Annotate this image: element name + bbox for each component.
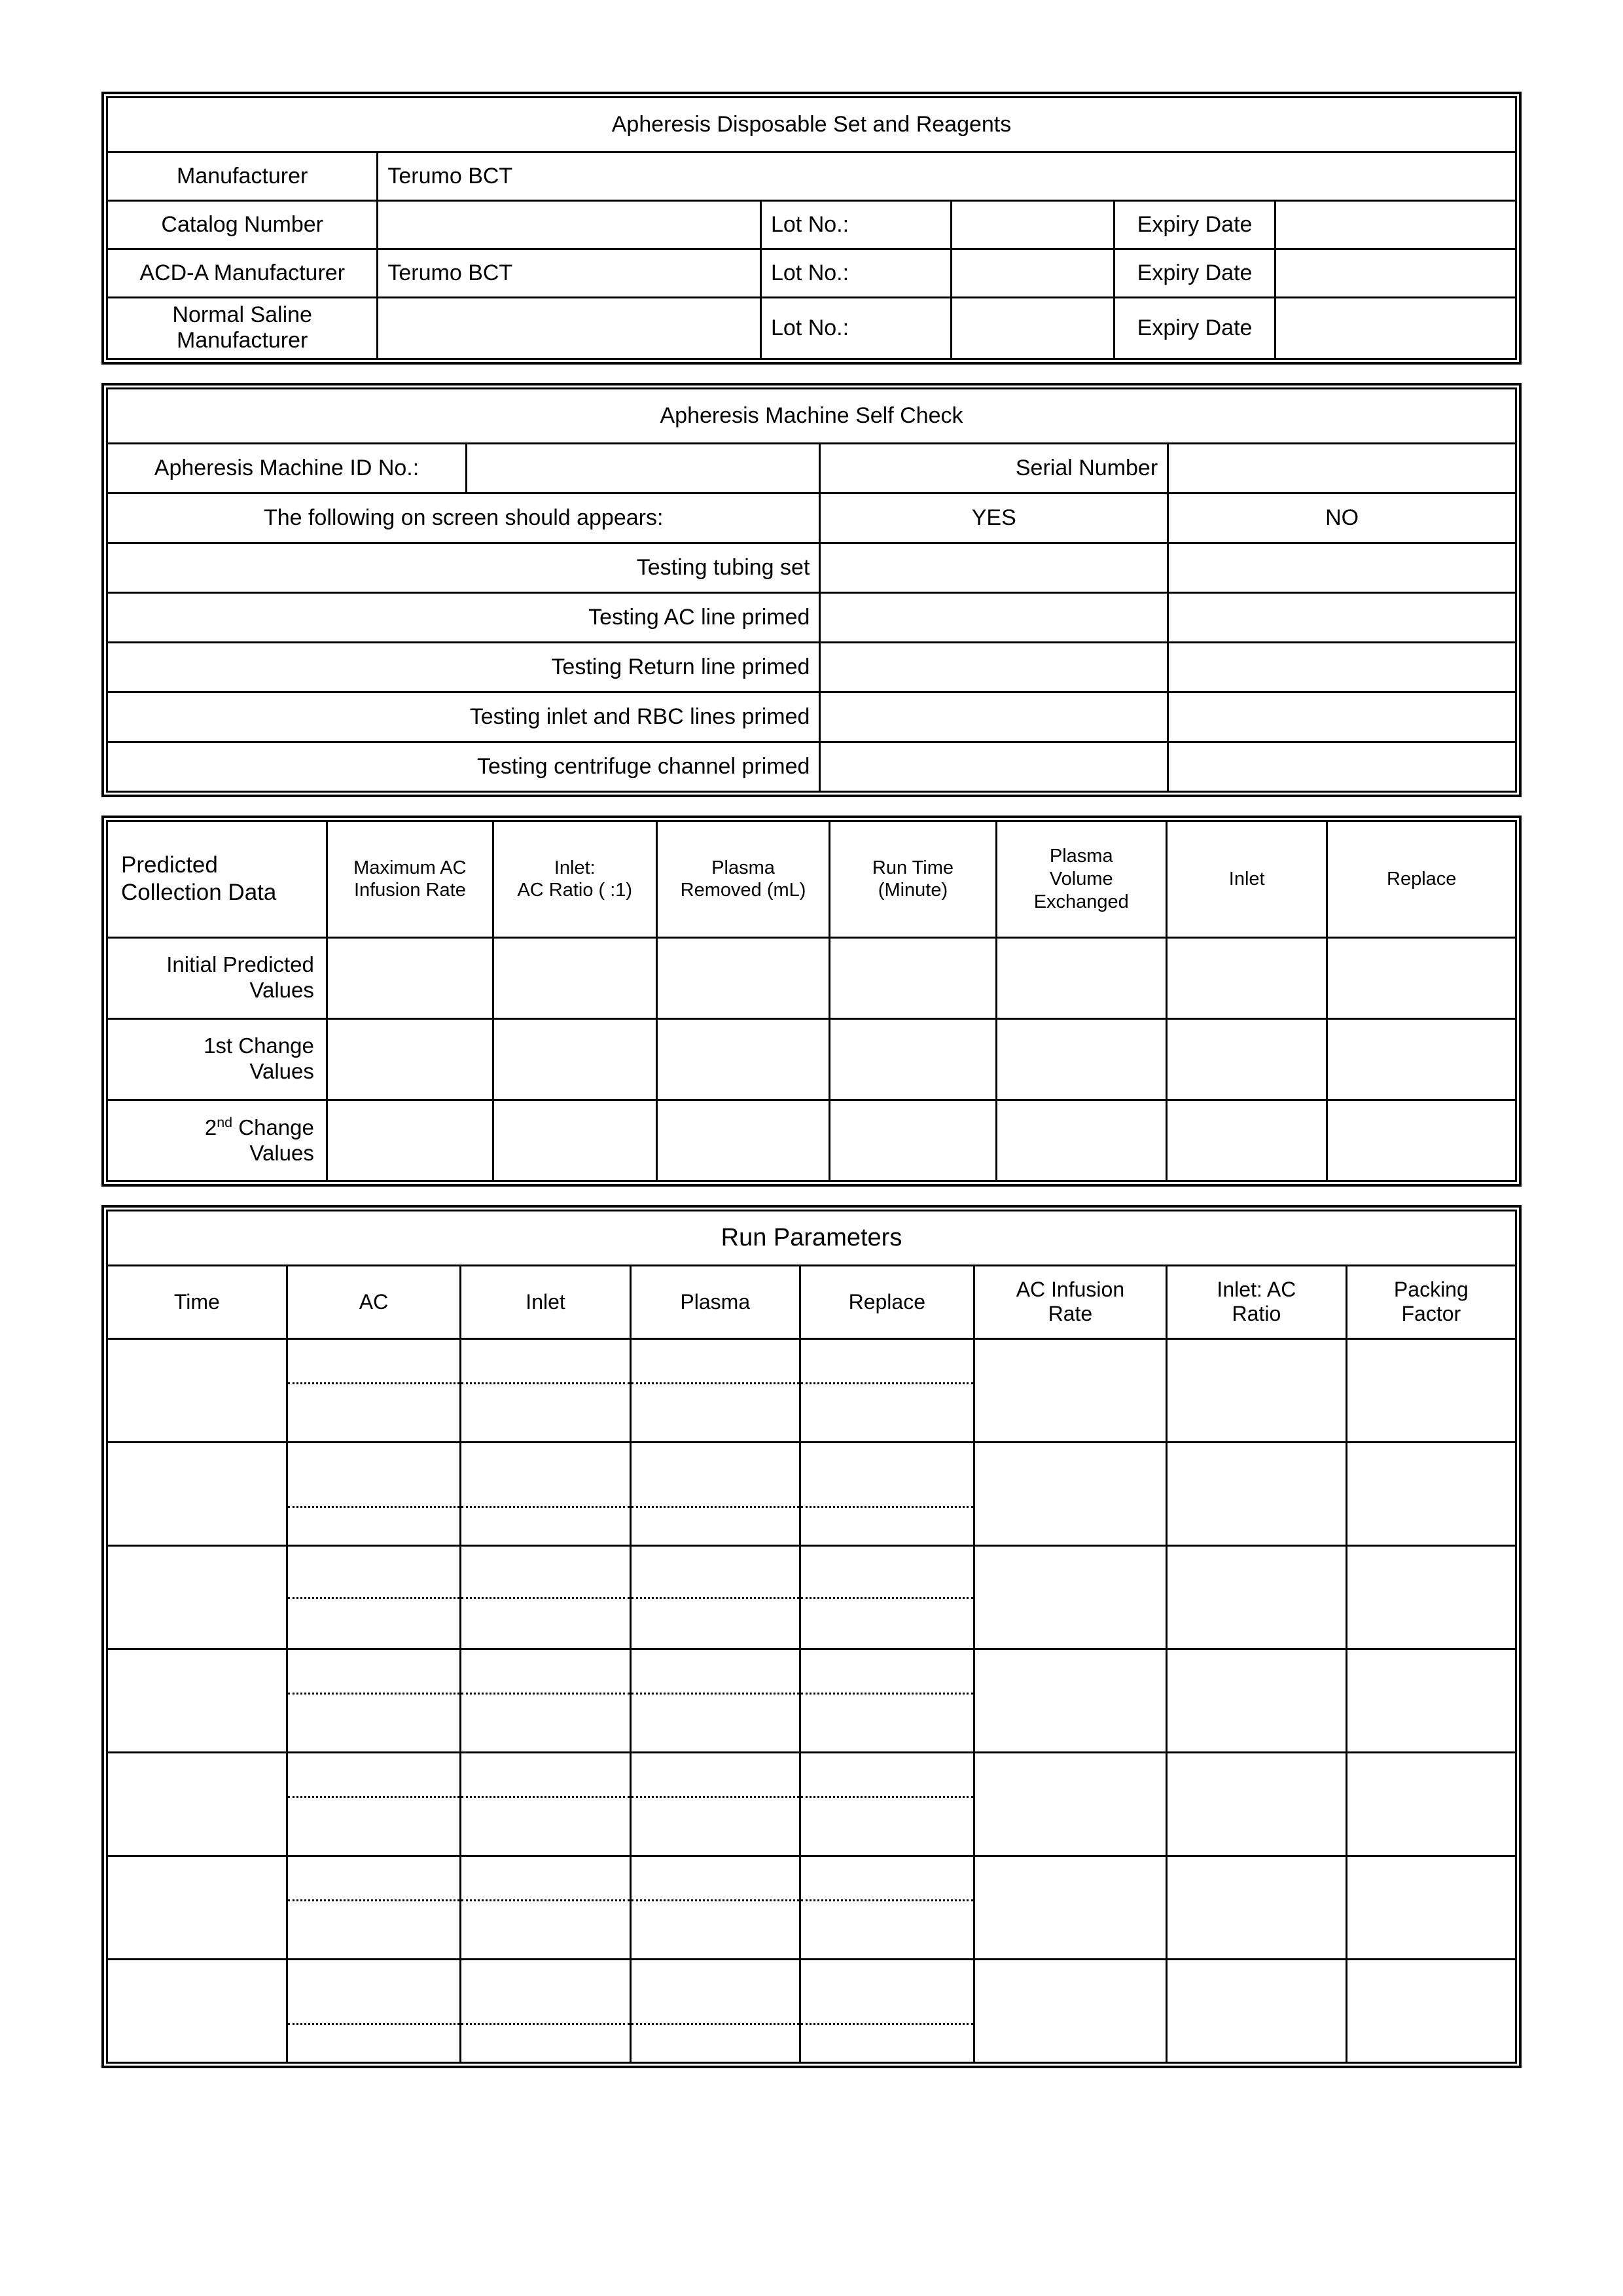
col-max-ac-line2: Infusion Rate (353, 880, 466, 901)
col-inlet: Inlet (1167, 821, 1327, 937)
run-cell-inlet-ac-ratio[interactable] (1167, 1856, 1347, 1959)
predicted-data-row (107, 1100, 1516, 1181)
run-cell-replace[interactable] (800, 1338, 974, 1442)
self-check-no-cell[interactable] (1168, 692, 1516, 742)
predicted-cell[interactable] (327, 1100, 493, 1181)
run-cell-inlet[interactable] (461, 1442, 630, 1545)
run-col-inlet: Inlet (461, 1265, 630, 1338)
predicted-cell[interactable] (493, 937, 656, 1018)
run-cell-ac[interactable] (287, 1959, 461, 2062)
run-cell-inlet-ac-ratio[interactable] (1167, 1649, 1347, 1752)
run-cell-inlet-ac-ratio[interactable] (1167, 1338, 1347, 1442)
run-cell-packing-factor[interactable] (1346, 1649, 1516, 1752)
run-parameters-row (107, 1338, 1516, 1442)
normal-saline-manufacturer-value[interactable] (378, 298, 761, 359)
predicted-cell[interactable] (1327, 937, 1516, 1018)
run-cell-inlet[interactable] (461, 1856, 630, 1959)
self-check-row (107, 543, 1516, 592)
run-cell-packing-factor[interactable] (1346, 1442, 1516, 1545)
run-col6-line2: Rate (1048, 1302, 1093, 1326)
run-col-replace: Replace (800, 1265, 974, 1338)
predicted-cell[interactable] (493, 1018, 656, 1100)
run-cell-inlet[interactable] (461, 1545, 630, 1649)
manufacturer-label: Manufacturer (107, 152, 378, 201)
self-check-item-label: Testing tubing set (107, 543, 820, 592)
self-check-row (107, 642, 1516, 692)
catalog-expiry-date-label: Expiry Date (1115, 201, 1275, 249)
self-check-prompt: The following on screen should appears: (107, 493, 820, 543)
apheresis-machine-self-check-block (101, 383, 1522, 797)
self-check-yes-cell[interactable] (820, 692, 1168, 742)
predicted-collection-data-table (106, 820, 1517, 1182)
acd-a-expiry-date-label: Expiry Date (1115, 249, 1275, 298)
row-2nd-change-values (107, 1100, 327, 1181)
run-cell-ac-infusion-rate[interactable] (974, 1856, 1166, 1959)
self-check-row (107, 742, 1516, 791)
normal-saline-manufacturer-label: Normal Saline Manufacturer (107, 298, 378, 359)
col-max-ac-line1: Maximum AC (353, 857, 467, 878)
predicted-cell[interactable] (656, 1100, 830, 1181)
run-cell-ac-infusion-rate[interactable] (974, 1959, 1166, 2062)
run-cell-packing-factor[interactable] (1346, 1545, 1516, 1649)
run-parameters-row (107, 1545, 1516, 1649)
catalog-lot-no-value[interactable] (951, 201, 1115, 249)
predicted-cell[interactable] (996, 937, 1167, 1018)
predicted-corner-header-line1: Predicted (121, 852, 218, 878)
col-plasma-volume-exchanged (996, 821, 1167, 937)
run-parameters-table (106, 1210, 1517, 2064)
run-cell-inlet[interactable] (461, 1959, 630, 2062)
row3-line2: Values (249, 1140, 314, 1165)
row3-line1-post: Change (232, 1115, 314, 1139)
acd-a-lot-no-label: Lot No.: (760, 249, 951, 298)
run-cell-replace[interactable] (800, 1442, 974, 1545)
col-pve-line2: Volume (1049, 868, 1113, 889)
run-cell-time[interactable] (107, 1856, 287, 1959)
run-cell-ac[interactable] (287, 1545, 461, 1649)
run-cell-inlet[interactable] (461, 1752, 630, 1856)
row1-line1: Initial Predicted (166, 952, 314, 977)
run-col-packing-factor (1346, 1265, 1516, 1338)
run-parameters-title: Run Parameters (107, 1210, 1516, 1265)
run-col8-line2: Factor (1401, 1302, 1461, 1326)
run-cell-replace[interactable] (800, 1959, 974, 2062)
catalog-number-value[interactable] (378, 201, 761, 249)
predicted-cell[interactable] (996, 1018, 1167, 1100)
run-cell-ac[interactable] (287, 1338, 461, 1442)
predicted-cell[interactable] (327, 1018, 493, 1100)
col-plasma-removed (656, 821, 830, 937)
apheresis-disposable-set-block (101, 92, 1522, 365)
run-cell-plasma[interactable] (630, 1752, 800, 1856)
row-1st-change-values (107, 1018, 327, 1100)
yes-column-header: YES (820, 493, 1168, 543)
run-cell-packing-factor[interactable] (1346, 1959, 1516, 2062)
row2-line2: Values (249, 1059, 314, 1084)
run-cell-inlet-ac-ratio[interactable] (1167, 1545, 1347, 1649)
apheresis-disposable-set-table (106, 96, 1517, 360)
predicted-cell[interactable] (327, 937, 493, 1018)
run-cell-replace[interactable] (800, 1752, 974, 1856)
run-cell-plasma[interactable] (630, 1959, 800, 2062)
self-check-yes-cell[interactable] (820, 592, 1168, 642)
run-cell-time[interactable] (107, 1338, 287, 1442)
row3-line1-sup: nd (217, 1114, 233, 1130)
run-col6-line1: AC Infusion (1016, 1277, 1125, 1301)
disposable-set-title: Apheresis Disposable Set and Reagents (107, 98, 1516, 152)
col-run-time-line2: (Minute) (878, 880, 948, 901)
run-parameters-row (107, 1649, 1516, 1752)
predicted-corner-header-line2: Collection Data (121, 880, 277, 906)
self-check-row (107, 592, 1516, 642)
run-cell-ac[interactable] (287, 1856, 461, 1959)
predicted-cell[interactable] (830, 1018, 996, 1100)
row1-line2: Values (249, 978, 314, 1003)
predicted-cell[interactable] (1327, 1018, 1516, 1100)
run-cell-packing-factor[interactable] (1346, 1338, 1516, 1442)
self-check-no-cell[interactable] (1168, 642, 1516, 692)
predicted-cell[interactable] (830, 1100, 996, 1181)
run-col-ac-infusion-rate (974, 1265, 1166, 1338)
col-plasma-removed-line1: Plasma (711, 857, 775, 878)
run-cell-time[interactable] (107, 1442, 287, 1545)
self-check-no-cell[interactable] (1168, 742, 1516, 791)
predicted-cell[interactable] (1167, 1018, 1327, 1100)
run-cell-ac-infusion-rate[interactable] (974, 1545, 1166, 1649)
run-col7-line2: Ratio (1232, 1302, 1281, 1326)
machine-id-value[interactable] (467, 443, 820, 493)
row-initial-predicted-values (107, 937, 327, 1018)
col-run-time (830, 821, 996, 937)
run-cell-replace[interactable] (800, 1545, 974, 1649)
run-col-time: Time (107, 1265, 287, 1338)
run-cell-ac-infusion-rate[interactable] (974, 1649, 1166, 1752)
row2-line1: 1st Change (204, 1033, 314, 1058)
predicted-data-row (107, 937, 1516, 1018)
run-cell-ac-infusion-rate[interactable] (974, 1338, 1166, 1442)
self-check-no-cell[interactable] (1168, 543, 1516, 592)
run-cell-time[interactable] (107, 1959, 287, 2062)
run-cell-inlet-ac-ratio[interactable] (1167, 1442, 1347, 1545)
run-cell-inlet-ac-ratio[interactable] (1167, 1959, 1347, 2062)
run-cell-ac[interactable] (287, 1752, 461, 1856)
normal-saline-lot-no-label: Lot No.: (760, 298, 951, 359)
col-inlet-ac-line1: Inlet: (554, 857, 596, 878)
run-cell-plasma[interactable] (630, 1545, 800, 1649)
apheresis-machine-self-check-table (106, 387, 1517, 793)
predicted-cell[interactable] (656, 937, 830, 1018)
col-pve-line1: Plasma (1049, 846, 1113, 867)
col-plasma-removed-line2: Removed (mL) (680, 880, 806, 901)
acd-a-expiry-date-value[interactable] (1275, 249, 1516, 298)
predicted-cell[interactable] (996, 1100, 1167, 1181)
run-col7-line1: Inlet: AC (1217, 1277, 1296, 1301)
run-cell-ac-infusion-rate[interactable] (974, 1442, 1166, 1545)
run-cell-ac-infusion-rate[interactable] (974, 1752, 1166, 1856)
serial-number-label: Serial Number (820, 443, 1168, 493)
self-check-item-label: Testing centrifuge channel primed (107, 742, 820, 791)
row3-line1-pre: 2 (204, 1115, 217, 1139)
run-cell-plasma[interactable] (630, 1649, 800, 1752)
run-cell-ac[interactable] (287, 1442, 461, 1545)
machine-id-label: Apheresis Machine ID No.: (107, 443, 467, 493)
predicted-cell[interactable] (1167, 937, 1327, 1018)
col-inlet-ac-line2: AC Ratio ( :1) (517, 880, 633, 901)
col-maximum-ac-infusion-rate (327, 821, 493, 937)
self-check-item-label: Testing inlet and RBC lines primed (107, 692, 820, 742)
self-check-yes-cell[interactable] (820, 642, 1168, 692)
run-cell-replace[interactable] (800, 1649, 974, 1752)
self-check-title: Apheresis Machine Self Check (107, 388, 1516, 443)
normal-saline-expiry-date-label: Expiry Date (1115, 298, 1275, 359)
normal-saline-lot-no-value[interactable] (951, 298, 1115, 359)
predicted-cell[interactable] (493, 1100, 656, 1181)
run-cell-plasma[interactable] (630, 1338, 800, 1442)
run-cell-time[interactable] (107, 1752, 287, 1856)
self-check-yes-cell[interactable] (820, 543, 1168, 592)
run-cell-packing-factor[interactable] (1346, 1856, 1516, 1959)
run-cell-inlet-ac-ratio[interactable] (1167, 1752, 1347, 1856)
col-replace: Replace (1327, 821, 1516, 937)
predicted-cell[interactable] (1167, 1100, 1327, 1181)
run-parameters-block (101, 1205, 1522, 2068)
serial-number-value[interactable] (1168, 443, 1516, 493)
predicted-cell[interactable] (656, 1018, 830, 1100)
acd-a-manufacturer-label: ACD-A Manufacturer (107, 249, 378, 298)
run-cell-ac[interactable] (287, 1649, 461, 1752)
run-cell-inlet[interactable] (461, 1338, 630, 1442)
run-cell-packing-factor[interactable] (1346, 1752, 1516, 1856)
self-check-row (107, 692, 1516, 742)
predicted-cell[interactable] (1327, 1100, 1516, 1181)
col-inlet-ac-ratio (493, 821, 656, 937)
catalog-lot-no-label: Lot No.: (760, 201, 951, 249)
self-check-item-label: Testing Return line primed (107, 642, 820, 692)
run-cell-time[interactable] (107, 1545, 287, 1649)
acd-a-manufacturer-value[interactable]: Terumo BCT (378, 249, 761, 298)
col-pve-line3: Exchanged (1033, 891, 1129, 912)
run-parameters-row (107, 1442, 1516, 1545)
run-cell-inlet[interactable] (461, 1649, 630, 1752)
run-col-inlet-ac-ratio (1167, 1265, 1347, 1338)
predicted-collection-data-block (101, 816, 1522, 1187)
predicted-cell[interactable] (830, 937, 996, 1018)
run-parameters-row (107, 1856, 1516, 1959)
run-col8-line1: Packing (1393, 1277, 1469, 1301)
normal-saline-expiry-date-value[interactable] (1275, 298, 1516, 359)
run-parameters-row (107, 1752, 1516, 1856)
run-cell-plasma[interactable] (630, 1856, 800, 1959)
run-col-ac: AC (287, 1265, 461, 1338)
no-column-header: NO (1168, 493, 1516, 543)
run-cell-replace[interactable] (800, 1856, 974, 1959)
self-check-item-label: Testing AC line primed (107, 592, 820, 642)
predicted-data-row (107, 1018, 1516, 1100)
run-col-plasma: Plasma (630, 1265, 800, 1338)
self-check-yes-cell[interactable] (820, 742, 1168, 791)
self-check-no-cell[interactable] (1168, 592, 1516, 642)
run-cell-plasma[interactable] (630, 1442, 800, 1545)
predicted-corner-header (107, 821, 327, 937)
col-run-time-line1: Run Time (872, 857, 954, 878)
run-parameters-row (107, 1959, 1516, 2062)
manufacturer-value[interactable]: Terumo BCT (378, 152, 1516, 201)
catalog-number-label: Catalog Number (107, 201, 378, 249)
catalog-expiry-date-value[interactable] (1275, 201, 1516, 249)
run-cell-time[interactable] (107, 1649, 287, 1752)
acd-a-lot-no-value[interactable] (951, 249, 1115, 298)
